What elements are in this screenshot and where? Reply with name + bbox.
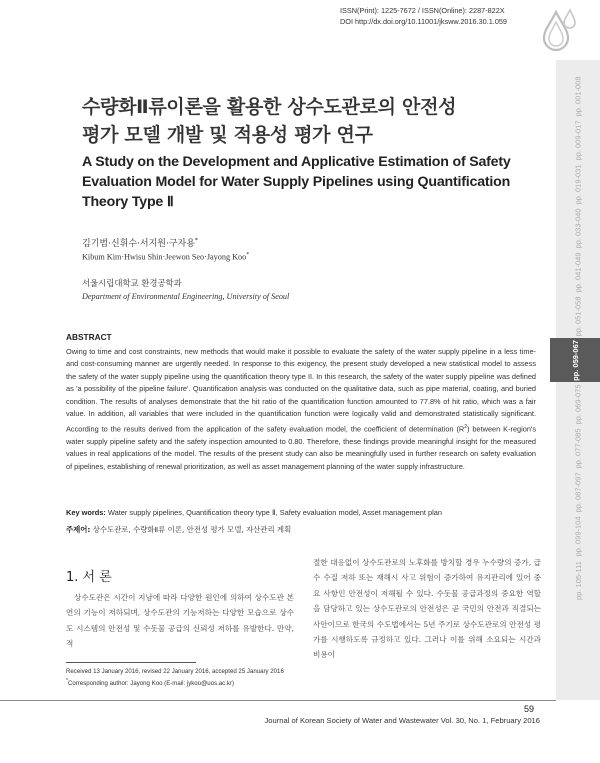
korean-title (82, 93, 542, 149)
page-range-tab-label: pp. 019-031 (573, 163, 583, 205)
footnote (66, 667, 306, 688)
footnote-rule (66, 662, 196, 663)
page-range-tab[interactable] (556, 514, 600, 558)
page-range-tab-label: pp. 105-111 (573, 560, 583, 600)
english-title-line-1: A Study on the Development and Applicative Estimation of Safety (82, 154, 511, 170)
page-range-tab[interactable] (556, 74, 600, 118)
footnote-mark: * (66, 677, 68, 684)
page-range-tab[interactable] (556, 250, 600, 294)
page-range-tab[interactable] (556, 382, 600, 426)
page-range-tab-label: pp. 087-097 (573, 471, 583, 513)
page-range-tab[interactable] (556, 206, 600, 250)
abstract-superscript: 2 (464, 423, 468, 430)
affiliation-english: Department of Environmental Engineering, University of Seoul (82, 292, 290, 301)
affiliation-korean: 서울시립대학교 환경공학과 (82, 278, 182, 288)
page-range-tab-label: pp. 033-040 (573, 207, 583, 249)
abstract-heading: ABSTRACT (66, 332, 112, 342)
page-range-tab[interactable] (556, 470, 600, 514)
footnote-corresponding-text: Corresponding author: Jayong Koo (E-mail: jykoo@uos.ac.kr) (67, 679, 235, 687)
keywords-english (66, 508, 546, 517)
footer-rule (0, 700, 556, 701)
page-range-tab[interactable] (556, 558, 600, 602)
journal-footer: Journal of Korean Society of Water and Wastewater Vol. 30, No. 1, February 2016 (264, 716, 540, 725)
page-range-tab-label: pp. 051-058 (573, 295, 583, 337)
page-range-tab-label: pp. 069-075 (573, 383, 583, 425)
abstract-text-part-1: Owing to time and cost constraints, new methods that would make it possible to evaluate the safety of the water supply pipeline in a less time- and cost-consuming manner are urgently needed. In response to this exigency, the present study developed a new statistical model to assess the safety of the water supply pipeline using the quantification theory type II. In this research, the safety of the water supply pipeline was defined as 'a possibility of the pipeline failure'. Quantification analysis was conducted on the qualitative data, such as pipe material, coating, and buried condition. The results of analyses demonstrate that the hit ratio of the quantification function amounted to 77.8% of hit ratio, which was a fair value. In addition, all variables that were included in the quantification function were logically valid and demonstrated statistically significant. According to the results derived from the application of the safety evaluation model, the coefficient of determination (R (66, 347, 536, 434)
section-heading: 1. 서 론 (66, 570, 112, 585)
corresponding-mark: * (194, 237, 198, 244)
korean-title-line-2: 평가 모델 개발 및 적용성 평가 연구 (82, 124, 373, 146)
keywords-text: Water supply pipelines, Quantification theory type Ⅱ, Safety evaluation model, Asset management plan (107, 508, 442, 517)
footnote-received: Received 13 January 2016, revised 22 January 2016, accepted 25 January 2016 (66, 668, 284, 675)
body-right-column: 절한 대응없이 상수도관로의 노후화를 방치할 경우 누수량의 증가, 급수 수질 저하 또는 재해시 사고 위험이 증가하여 유지관리에 있어 중요 사항인 안전성이 저해될 수 있다. 수돗물 공급과정의 중요한 역할을 담당하고 있는 상수도관로의 안전성은 곧 국민의 안전과 직결되는 사안이므로 한국의 수도법에서는 5년 주기로 상수도관로의 안전성 평가를 시행하도록 규정하고 있다. 그러나 이를 위해 소요되는 시간과 비용이 (313, 558, 541, 660)
authors-korean-names: 김기범·신휘수·서지원·구자용 (82, 239, 195, 249)
page-range-tab-label: pp. 077-085 (573, 427, 583, 469)
issn-block (340, 6, 540, 27)
corresponding-mark-en: * (246, 252, 250, 258)
authors-korean (82, 236, 198, 249)
page-range-tab-label: pp. 059-067 (570, 339, 580, 381)
page-range-tab[interactable] (556, 294, 600, 338)
issn-line: ISSN(Print): 1225-7672 / ISSN(Online): 2287-822X (340, 6, 505, 15)
korean-title-line-1: 수량화Ⅱ류이론을 활용한 상수도관로의 안전성 (82, 96, 457, 118)
page-number: 59 (524, 704, 535, 714)
keywords-korean-label: 주제어: (66, 525, 91, 534)
authors-english-names: Kibum Kim·Hwisu Shin·Jeewon Seo·Jayong Koo (82, 252, 247, 262)
page-range-tab[interactable] (556, 426, 600, 470)
page-range-tab-label: pp. 009-017 (573, 119, 583, 161)
page-range-tab-label: pp. 001-008 (573, 75, 583, 117)
keywords-korean-text: 상수도관로, 수량화Ⅱ류 이론, 안전성 평가 모델, 자산관리 계획 (92, 525, 292, 534)
abstract-body (66, 346, 536, 473)
english-title-line-3: Theory Type Ⅱ (82, 194, 174, 210)
page-range-tab[interactable] (550, 338, 600, 382)
keywords-label: Key words: (66, 508, 106, 517)
english-title-line-2: Evaluation Model for Water Supply Pipelines using Quantification (82, 174, 511, 190)
doi-line: DOI http://dx.doi.org/10.11001/jksww.2016.30.1.059 (340, 16, 507, 26)
footnote-corresponding (66, 677, 306, 689)
journal-logo-icon (540, 8, 580, 52)
abstract-text-part-2: ) between K-region's water supply pipeline safety and the safety inspection amounted to 0.80. Therefore, these findings provide meaningful insight for the measured values in real applications of the model. The results of the present study can also be meaningfully used in further research on safety evaluation of pipelines, establishing of renewal prioritization, as well as asset management planning of the water supply infrastructure. (66, 424, 537, 471)
page-range-tab-label: pp. 041-049 (573, 251, 583, 293)
english-title (82, 152, 552, 212)
page-range-tab[interactable] (556, 162, 600, 206)
body-left-column: 상수도관은 시간이 지남에 따라 다양한 원인에 의하여 상수도관 본연의 기능이 저하되며, 상수도관의 기능저하는 다양한 모습으로 상수도 시스템의 안전성 및 수돗물 공급의 신뢰성 저하를 유발한다. 만약, 적 (66, 593, 294, 649)
page-range-tab[interactable] (556, 118, 600, 162)
keywords-korean (66, 524, 546, 535)
page-range-tab-label: pp. 099-104 (573, 515, 583, 557)
authors-english (82, 252, 249, 262)
